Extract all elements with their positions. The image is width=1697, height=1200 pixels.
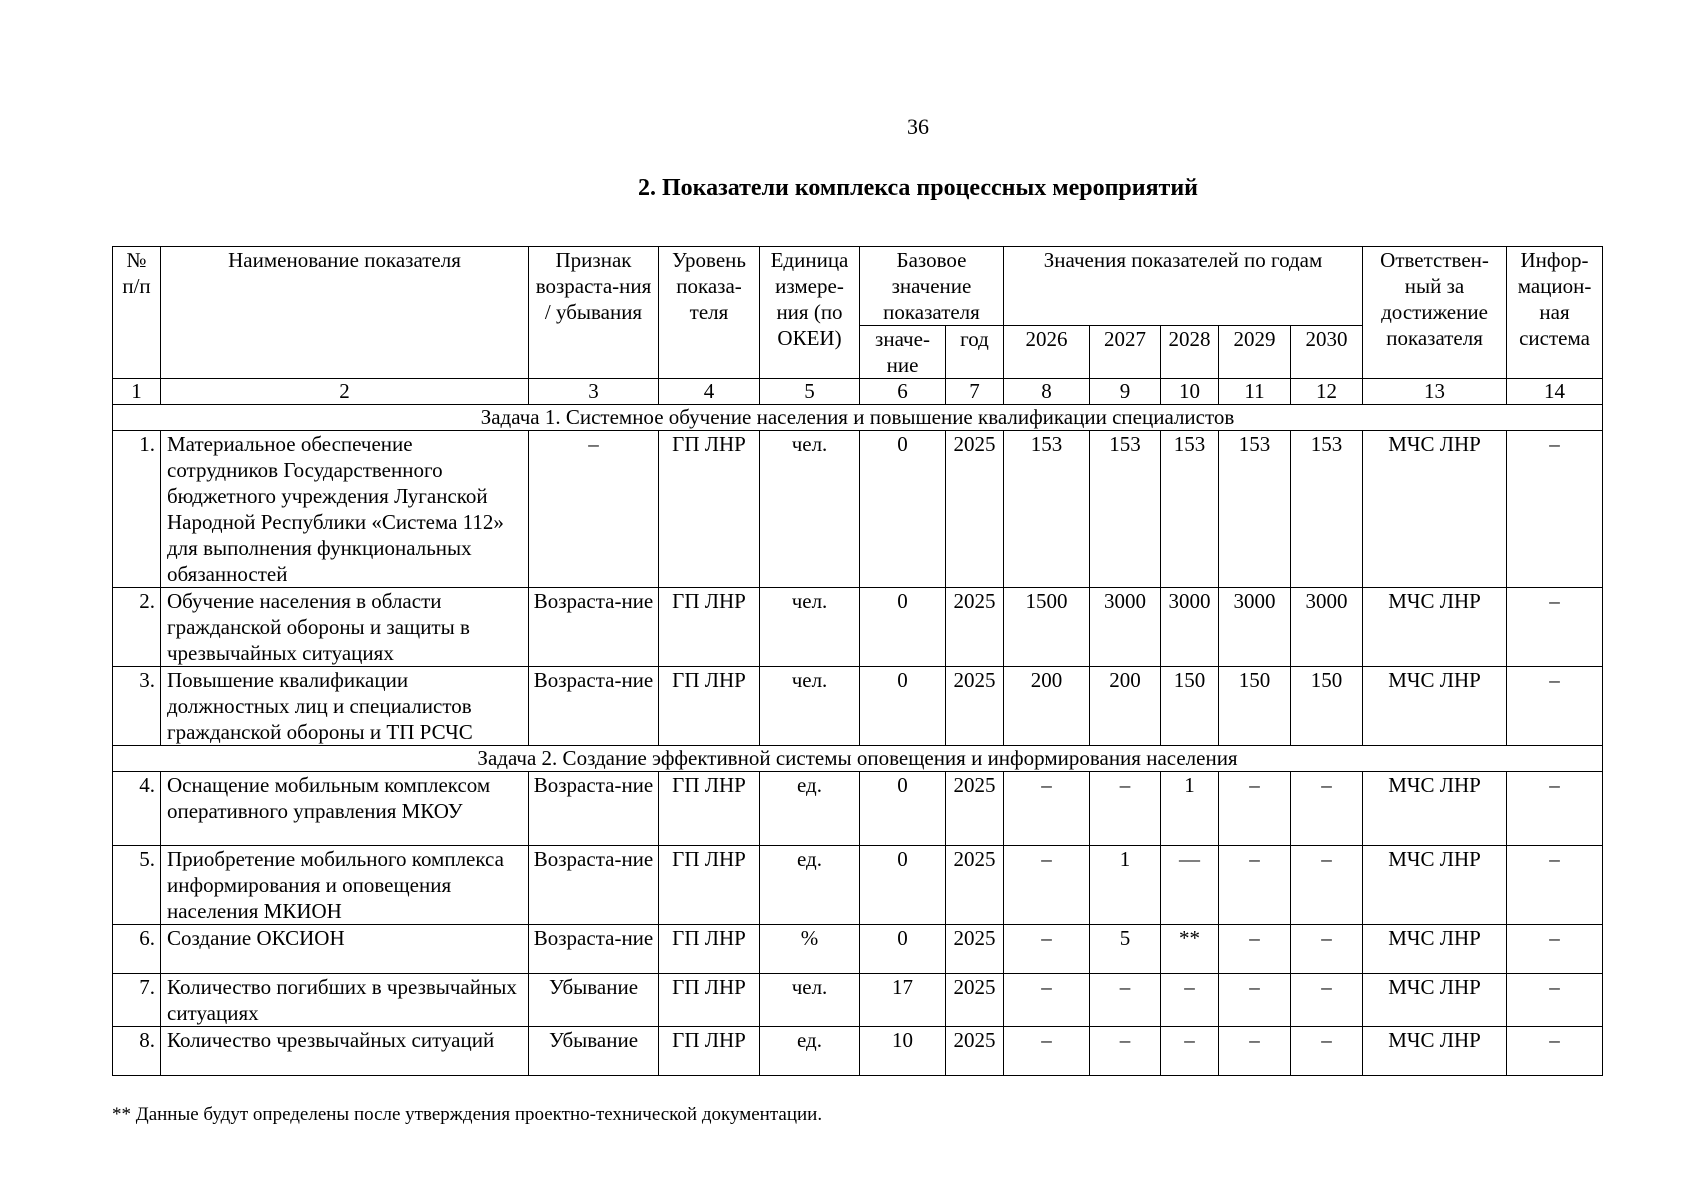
info-system: –: [1507, 974, 1603, 1027]
column-number: 8: [1004, 379, 1090, 405]
column-number: 13: [1363, 379, 1507, 405]
base-year: 2025: [946, 925, 1004, 974]
year-value-2028: –: [1161, 974, 1219, 1027]
row-number: 1.: [113, 431, 161, 588]
year-value-2030: –: [1291, 772, 1363, 846]
column-number: 10: [1161, 379, 1219, 405]
row-number: 3.: [113, 667, 161, 746]
row-number: 7.: [113, 974, 161, 1027]
info-system: –: [1507, 846, 1603, 925]
base-year: 2025: [946, 431, 1004, 588]
base-value: 0: [860, 772, 946, 846]
column-numbers-row: [113, 379, 1603, 405]
year-value-2027: 5: [1090, 925, 1161, 974]
year-value-2029: 3000: [1219, 588, 1291, 667]
indicator-level: ГП ЛНР: [659, 772, 760, 846]
base-year: 2025: [946, 588, 1004, 667]
header-info-system: Инфор-мацион-ная система: [1507, 247, 1603, 379]
responsible: МЧС ЛНР: [1363, 772, 1507, 846]
base-year: 2025: [946, 667, 1004, 746]
trend-sign: Возраста-ние: [529, 588, 659, 667]
year-value-2030: –: [1291, 974, 1363, 1027]
column-number: 6: [860, 379, 946, 405]
year-value-2030: 150: [1291, 667, 1363, 746]
table-row: [113, 974, 1603, 1027]
year-value-2028: **: [1161, 925, 1219, 974]
table-header: [113, 247, 1603, 379]
table-row: [113, 1027, 1603, 1076]
indicator-name: Оснащение мобильным комплексом оперативного управления МКОУ: [161, 772, 529, 846]
responsible: МЧС ЛНР: [1363, 846, 1507, 925]
indicator-name: Количество погибших в чрезвычайных ситуациях: [161, 974, 529, 1027]
table-row: [113, 772, 1603, 846]
header-responsible: Ответствен-ный за достижение показателя: [1363, 247, 1507, 379]
unit: чел.: [760, 431, 860, 588]
responsible: МЧС ЛНР: [1363, 974, 1507, 1027]
indicator-name: Повышение квалификации должностных лиц и специалистов гражданской обороны и ТП РСЧС: [161, 667, 529, 746]
table-row: [113, 431, 1603, 588]
column-number: 9: [1090, 379, 1161, 405]
year-value-2028: 3000: [1161, 588, 1219, 667]
year-value-2026: –: [1004, 925, 1090, 974]
year-value-2026: –: [1004, 846, 1090, 925]
column-number: 2: [161, 379, 529, 405]
header-year-2030: 2030: [1291, 326, 1363, 379]
header-year-2026: 2026: [1004, 326, 1090, 379]
column-number: 3: [529, 379, 659, 405]
task-title: Задача 2. Создание эффективной системы оповещения и информирования населения: [113, 746, 1603, 772]
indicator-name: Создание ОКСИОН: [161, 925, 529, 974]
responsible: МЧС ЛНР: [1363, 431, 1507, 588]
info-system: –: [1507, 772, 1603, 846]
year-value-2030: –: [1291, 1027, 1363, 1076]
year-value-2029: –: [1219, 846, 1291, 925]
header-base-value: значе-ние: [860, 326, 946, 379]
year-value-2026: –: [1004, 1027, 1090, 1076]
year-value-2029: 150: [1219, 667, 1291, 746]
header-year-2027: 2027: [1090, 326, 1161, 379]
task-row: [113, 405, 1603, 431]
indicator-level: ГП ЛНР: [659, 667, 760, 746]
task-title: Задача 1. Системное обучение населения и повышение квалификации специалистов: [113, 405, 1603, 431]
year-value-2026: 153: [1004, 431, 1090, 588]
unit: ед.: [760, 772, 860, 846]
table-row: [113, 925, 1603, 974]
table-row: [113, 667, 1603, 746]
year-value-2027: –: [1090, 1027, 1161, 1076]
indicator-level: ГП ЛНР: [659, 925, 760, 974]
header-year-2029: 2029: [1219, 326, 1291, 379]
page-title: 2. Показатели комплекса процессных мероприятий: [637, 175, 1198, 201]
year-value-2027: 200: [1090, 667, 1161, 746]
header-base: Базовое значение показателя: [860, 247, 1004, 326]
year-value-2030: –: [1291, 925, 1363, 974]
header-year-2028: 2028: [1161, 326, 1219, 379]
trend-sign: Возраста-ние: [529, 846, 659, 925]
column-number: 1: [113, 379, 161, 405]
header-name: Наименование показателя: [161, 247, 529, 379]
column-number: 12: [1291, 379, 1363, 405]
year-value-2028: —: [1161, 846, 1219, 925]
info-system: –: [1507, 431, 1603, 588]
row-number: 6.: [113, 925, 161, 974]
row-number: 2.: [113, 588, 161, 667]
unit: чел.: [760, 667, 860, 746]
indicator-name: Материальное обеспечение сотрудников Государственного бюджетного учреждения Луганской Народной Республики «Система 112» для выполнения функциональных обязанностей: [161, 431, 529, 588]
base-value: 0: [860, 846, 946, 925]
responsible: МЧС ЛНР: [1363, 667, 1507, 746]
base-year: 2025: [946, 974, 1004, 1027]
trend-sign: –: [529, 431, 659, 588]
year-value-2028: –: [1161, 1027, 1219, 1076]
year-value-2028: 153: [1161, 431, 1219, 588]
indicator-level: ГП ЛНР: [659, 974, 760, 1027]
column-number: 7: [946, 379, 1004, 405]
trend-sign: Убывание: [529, 974, 659, 1027]
responsible: МЧС ЛНР: [1363, 1027, 1507, 1076]
base-value: 0: [860, 667, 946, 746]
indicator-level: ГП ЛНР: [659, 588, 760, 667]
year-value-2027: –: [1090, 974, 1161, 1027]
info-system: –: [1507, 667, 1603, 746]
row-number: 4.: [113, 772, 161, 846]
footnote: ** Данные будут определены после утверждения проектно-технической документации.: [112, 1104, 823, 1125]
year-value-2027: 1: [1090, 846, 1161, 925]
indicator-level: ГП ЛНР: [659, 431, 760, 588]
year-value-2030: 3000: [1291, 588, 1363, 667]
year-value-2026: –: [1004, 772, 1090, 846]
header-values-by-year: Значения показателей по годам: [1004, 247, 1363, 326]
info-system: –: [1507, 925, 1603, 974]
column-number: 4: [659, 379, 760, 405]
unit: чел.: [760, 588, 860, 667]
base-value: 0: [860, 588, 946, 667]
base-value: 0: [860, 431, 946, 588]
header-sign: Признак возраста-ния / убывания: [529, 247, 659, 379]
year-value-2027: –: [1090, 772, 1161, 846]
year-value-2030: 153: [1291, 431, 1363, 588]
row-number: 5.: [113, 846, 161, 925]
unit: ед.: [760, 1027, 860, 1076]
row-number: 8.: [113, 1027, 161, 1076]
header-level: Уровень показа-теля: [659, 247, 760, 379]
year-value-2028: 1: [1161, 772, 1219, 846]
year-value-2029: –: [1219, 1027, 1291, 1076]
indicator-level: ГП ЛНР: [659, 846, 760, 925]
indicator-name: Количество чрезвычайных ситуаций: [161, 1027, 529, 1076]
year-value-2027: 153: [1090, 431, 1161, 588]
header-num: № п/п: [113, 247, 161, 379]
base-year: 2025: [946, 846, 1004, 925]
year-value-2026: 1500: [1004, 588, 1090, 667]
base-year: 2025: [946, 772, 1004, 846]
header-base-year: год: [946, 326, 1004, 379]
column-number: 11: [1219, 379, 1291, 405]
year-value-2030: –: [1291, 846, 1363, 925]
base-value: 10: [860, 1027, 946, 1076]
table-body: [113, 379, 1603, 1076]
header-unit: Единица измере-ния (по ОКЕИ): [760, 247, 860, 379]
year-value-2029: 153: [1219, 431, 1291, 588]
year-value-2029: –: [1219, 925, 1291, 974]
page-number: 36: [907, 114, 929, 139]
year-value-2028: 150: [1161, 667, 1219, 746]
unit: чел.: [760, 974, 860, 1027]
responsible: МЧС ЛНР: [1363, 925, 1507, 974]
table-row: [113, 846, 1603, 925]
trend-sign: Возраста-ние: [529, 667, 659, 746]
indicator-name: Обучение населения в области гражданской обороны и защиты в чрезвычайных ситуациях: [161, 588, 529, 667]
column-number: 14: [1507, 379, 1603, 405]
year-value-2026: –: [1004, 974, 1090, 1027]
trend-sign: Возраста-ние: [529, 772, 659, 846]
info-system: –: [1507, 1027, 1603, 1076]
year-value-2027: 3000: [1090, 588, 1161, 667]
column-number: 5: [760, 379, 860, 405]
table-row: [113, 588, 1603, 667]
year-value-2029: –: [1219, 974, 1291, 1027]
base-value: 17: [860, 974, 946, 1027]
trend-sign: Убывание: [529, 1027, 659, 1076]
year-value-2026: 200: [1004, 667, 1090, 746]
indicator-level: ГП ЛНР: [659, 1027, 760, 1076]
year-value-2029: –: [1219, 772, 1291, 846]
indicator-name: Приобретение мобильного комплекса информирования и оповещения населения МКИОН: [161, 846, 529, 925]
trend-sign: Возраста-ние: [529, 925, 659, 974]
unit: ед.: [760, 846, 860, 925]
responsible: МЧС ЛНР: [1363, 588, 1507, 667]
task-row: [113, 746, 1603, 772]
unit: %: [760, 925, 860, 974]
base-value: 0: [860, 925, 946, 974]
indicators-table: [112, 246, 1603, 1076]
base-year: 2025: [946, 1027, 1004, 1076]
info-system: –: [1507, 588, 1603, 667]
